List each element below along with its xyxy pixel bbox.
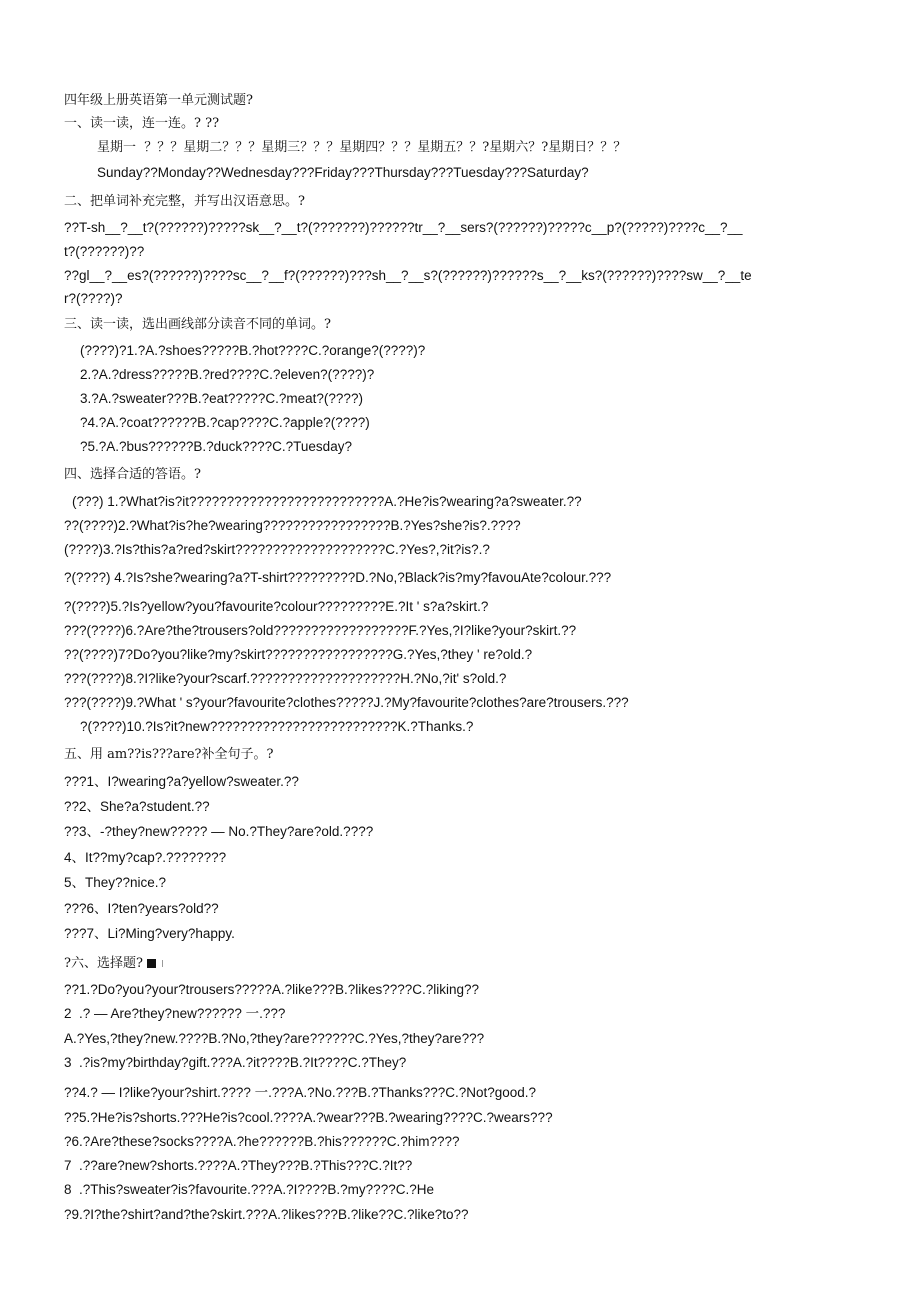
section-4-line-3: (????)3.?Is?this?a?red?skirt????????????????????C.?Yes?,?it?is?.? [64, 542, 490, 557]
section-4-line-9: ???(????)9.?What ' s?your?favourite?clothes?????J.?My?favourite?clothes?are?trousers.??? [64, 695, 629, 710]
section-4-line-6: ???(????)6.?Are?the?trousers?old??????????????????F.?Yes,?I?like?your?skirt.?? [64, 623, 577, 638]
section-2-line-1: ??T-sh__?__t?(??????)?????sk__?__t?(???????)??????tr__?__sers?(??????)?????c__p?(?????)????c__?__ [64, 220, 743, 235]
section-5-line-1: ???1、I?wearing?a?yellow?sweater.?? [64, 774, 299, 789]
document-title: 四年级上册英语第一单元测试题? [64, 93, 253, 108]
section-6-heading-text: ?六、选择题? [64, 956, 143, 971]
section-5-heading: 五、用 am??is???are?补全句子。? [64, 747, 274, 762]
section-1-line-1: 星期一 ？？？星期二？？？星期三？？？星期四？？？星期五？？?星期六？?星期日？？？ [97, 140, 627, 155]
section-3-line-2: 2.?A.?dress?????B.?red????C.?eleven?(????)? [80, 367, 375, 382]
section-2-line-4: r?(????)? [64, 291, 123, 306]
section-5-line-5: 5、They??nice.? [64, 875, 167, 890]
section-6-line-9: 8 .?This?sweater?is?favourite.???A.?I????B.?my????C.?He [64, 1182, 434, 1197]
tick-mark-icon [162, 960, 163, 967]
section-5-line-7: ???7、Li?Ming?very?happy. [64, 926, 235, 941]
section-4-heading: 四、选择合适的答语。? [64, 467, 201, 482]
section-6-line-7: ?6.?Are?these?socks????A.?he??????B.?his??????C.?him???? [64, 1134, 460, 1149]
section-6-line-5: ??4.? — I?like?your?shirt.???? 一.???A.?No.???B.?Thanks???C.?Not?good.? [64, 1085, 537, 1100]
section-6-line-10: ?9.?I?the?shirt?and?the?skirt.???A.?likes???B.?like??C.?like?to?? [64, 1207, 469, 1222]
section-6-line-6: ??5.?He?is?shorts.???He?is?cool.????A.?wear???B.?wearing????C.?wears??? [64, 1110, 553, 1125]
section-6-line-8: 7 .??are?new?shorts.????A.?They???B.?This???C.?It?? [64, 1158, 413, 1173]
section-1-heading: 一、读一读，连一连。? ?? [64, 116, 220, 131]
section-5-line-6: ???6、I?ten?years?old?? [64, 901, 219, 916]
section-6-line-1: ??1.?Do?you?your?trousers?????A.?like???B.?likes????C.?liking?? [64, 982, 480, 997]
section-4-line-8: ???(????)8.?I?like?your?scarf.????????????????????H.?No,?it' s?old.? [64, 671, 507, 686]
section-6-line-4: 3 .?is?my?birthday?gift.???A.?it????B.?It????C.?They? [64, 1055, 407, 1070]
section-3-heading: 三、读一读，选出画线部分读音不同的单词。? [64, 317, 331, 332]
section-6-heading [64, 955, 163, 973]
section-3-line-3: 3.?A.?sweater???B.?eat?????C.?meat?(????) [80, 391, 363, 406]
section-2-line-2: t?(??????)?? [64, 244, 145, 259]
section-5-line-2: ??2、She?a?student.?? [64, 799, 210, 814]
section-4-line-2: ??(????)2.?What?is?he?wearing?????????????????B.?Yes?she?is?.???? [64, 518, 521, 533]
section-4-line-1: (???) 1.?What?is?it??????????????????????????A.?He?is?wearing?a?sweater.?? [72, 494, 582, 509]
section-2-heading: 二、把单词补充完整，并写出汉语意思。? [64, 194, 305, 209]
section-4-line-7: ??(????)7?Do?you?like?my?skirt?????????????????G.?Yes,?they ' re?old.? [64, 647, 533, 662]
section-3-line-1: (????)?1.?A.?shoes?????B.?hot????C.?orange?(????)? [80, 343, 426, 358]
section-1-line-2: Sunday??Monday??Wednesday???Friday???Thursday???Tuesday???Saturday? [97, 165, 589, 180]
section-4-line-4: ?(????) 4.?Is?she?wearing?a?T-shirt?????????D.?No,?Black?is?my?favouAte?colour.??? [64, 570, 612, 585]
section-4-line-10: ?(????)10.?Is?it?new?????????????????????????K.?Thanks.? [80, 719, 474, 734]
section-5-line-3: ??3、-?they?new????? — No.?They?are?old.???? [64, 824, 374, 839]
section-4-line-5: ?(????)5.?Is?yellow?you?favourite?colour?????????E.?It ' s?a?skirt.? [64, 599, 489, 614]
section-6-line-2: 2 .? — Are?they?new?????? 一.??? [64, 1006, 286, 1021]
section-5-line-4: 4、It??my?cap?.???????? [64, 850, 227, 865]
black-square-icon [147, 959, 156, 968]
section-3-line-5: ?5.?A.?bus??????B.?duck????C.?Tuesday? [80, 439, 352, 454]
section-6-line-3: A.?Yes,?they?new.????B.?No,?they?are??????C.?Yes,?they?are??? [64, 1031, 485, 1046]
section-3-line-4: ?4.?A.?coat??????B.?cap????C.?apple?(????) [80, 415, 370, 430]
section-2-line-3: ??gl__?__es?(??????)????sc__?__f?(??????)???sh__?__s?(??????)??????s__?__ks?(??????)????sw__?__te [64, 268, 752, 283]
